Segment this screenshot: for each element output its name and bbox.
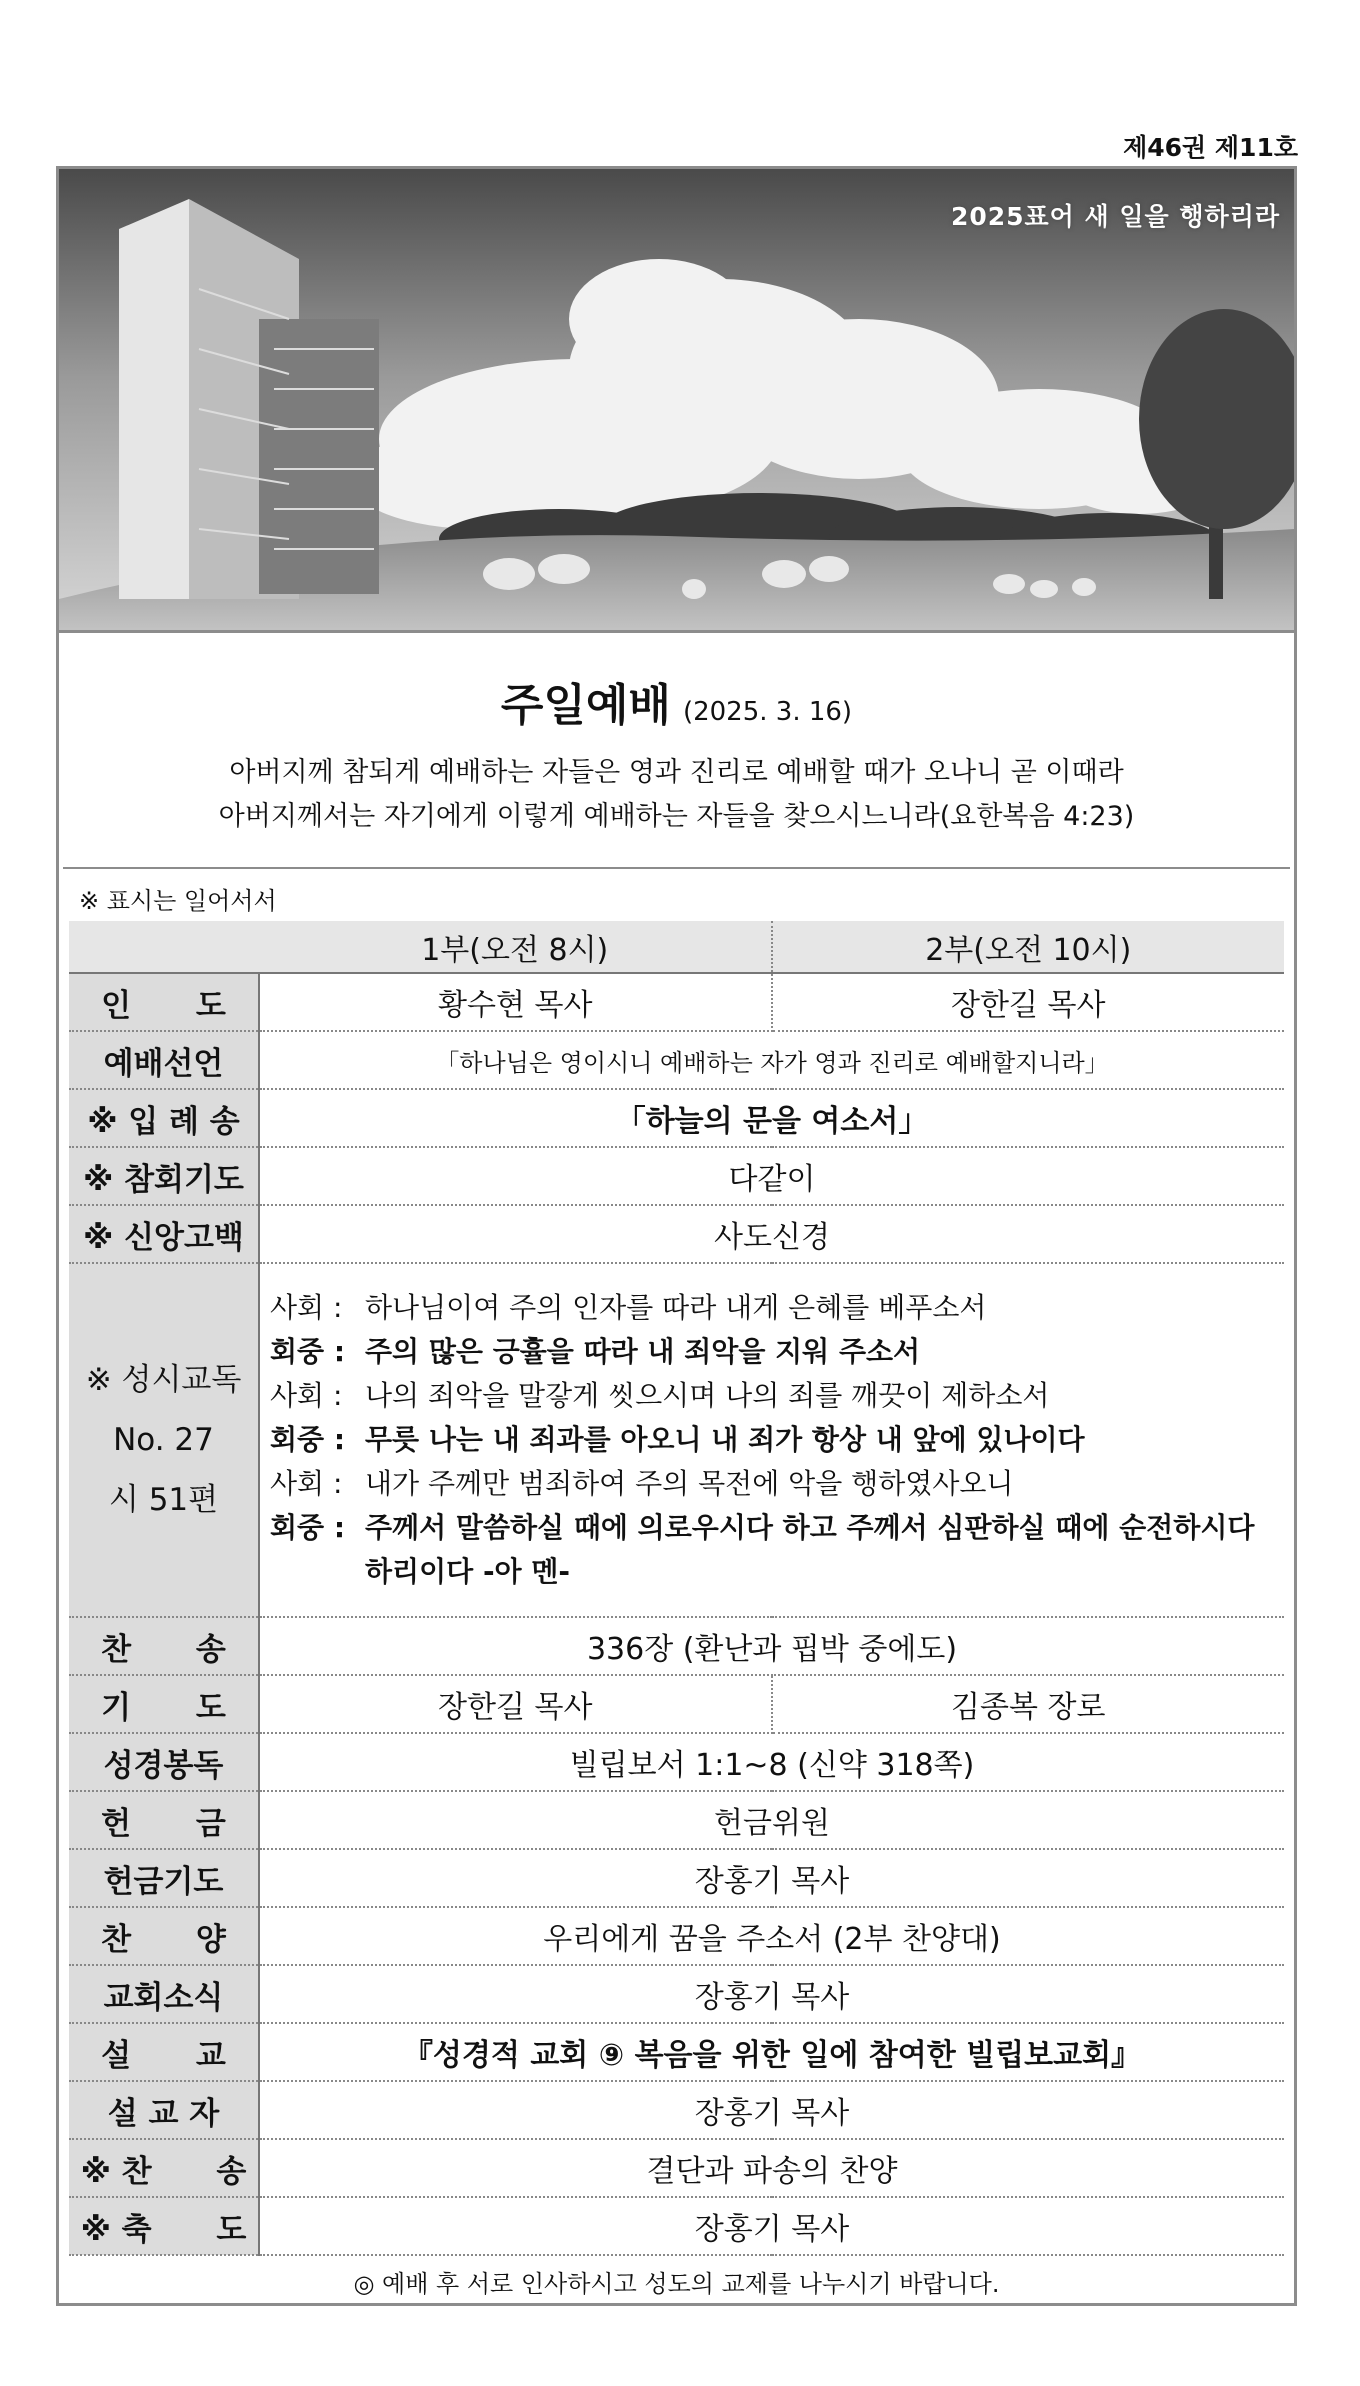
header-first-service: 1부(오전 8시) bbox=[259, 921, 772, 973]
repentance-value: 다같이 bbox=[259, 1147, 1284, 1205]
reading-line: 하리이다 -아 멘- bbox=[365, 1555, 571, 1588]
sermon-title: 『성경적 교회 ⑨ 복음을 위한 일에 참여한 빌립보교회』 bbox=[259, 2023, 1284, 2081]
verse-line-2: 아버지께서는 자기에게 이렇게 예배하는 자들을 찾으시느니라(요한복음 4:23) bbox=[218, 801, 1135, 832]
anthem-value: 우리에게 꿈을 주소서 (2부 찬양대) bbox=[259, 1907, 1284, 1965]
row-label: ※ 신앙고백 bbox=[69, 1205, 259, 1263]
table-row bbox=[69, 973, 1284, 1031]
row-label: 성경봉독 bbox=[69, 1733, 259, 1791]
table-row bbox=[69, 1849, 1284, 1907]
service-title: 주일예배 bbox=[500, 680, 671, 731]
table-row bbox=[69, 2023, 1284, 2081]
table-row bbox=[69, 1205, 1284, 1263]
row-label: 설 교 bbox=[69, 2023, 259, 2081]
creed-value: 사도신경 bbox=[259, 1205, 1284, 1263]
speaker bbox=[270, 1550, 365, 1594]
row-label: 설 교 자 bbox=[69, 2081, 259, 2139]
benediction-value: 장홍기 목사 bbox=[259, 2197, 1284, 2255]
standing-note: ※ 표시는 일어서서 bbox=[79, 887, 277, 915]
banner-image bbox=[59, 169, 1294, 633]
news-value: 장홍기 목사 bbox=[259, 1965, 1284, 2023]
row-label: 기 도 bbox=[69, 1675, 259, 1733]
declaration-value: 「하나님은 영이시니 예배하는 자가 영과 진리로 예배할지니라」 bbox=[259, 1031, 1284, 1089]
divider bbox=[63, 867, 1290, 869]
row-label: 헌 금 bbox=[69, 1791, 259, 1849]
hymn-value: 336장 (환난과 핍박 중에도) bbox=[259, 1617, 1284, 1675]
reading-line: 주께서 말씀하실 때에 의로우시다 하고 주께서 심판하실 때에 순전하시다 bbox=[365, 1511, 1255, 1544]
row-label: ※ 찬 송 bbox=[69, 2139, 259, 2197]
row-label: 인 도 bbox=[69, 973, 259, 1031]
responsive-label-2: No. 27 bbox=[113, 1422, 214, 1458]
footer-note: ◎ 예배 후 서로 인사하시고 성도의 교제를 나누시기 바랍니다. bbox=[353, 2270, 1000, 2298]
issue-number: 제46권 제11호 bbox=[1123, 133, 1298, 162]
table-row bbox=[69, 2139, 1284, 2197]
header-blank bbox=[69, 921, 259, 973]
table-row bbox=[69, 1675, 1284, 1733]
responsive-label-1: ※ 성시교독 bbox=[85, 1362, 242, 1398]
offering-prayer-value: 장홍기 목사 bbox=[259, 1849, 1284, 1907]
table-row bbox=[69, 1147, 1284, 1205]
service-title-block bbox=[59, 669, 1294, 839]
table-row bbox=[69, 2197, 1284, 2255]
prayer-first: 장한길 목사 bbox=[259, 1675, 772, 1733]
responsive-reading-label bbox=[69, 1263, 259, 1617]
responsive-reading-text bbox=[259, 1263, 1284, 1617]
row-label: 찬 송 bbox=[69, 1617, 259, 1675]
reading-line: 무릇 나는 내 죄과를 아오니 내 죄가 항상 내 앞에 있나이다 bbox=[365, 1423, 1085, 1456]
table-row bbox=[69, 1089, 1284, 1147]
reading-line: 나의 죄악을 말갛게 씻으시며 나의 죄를 깨끗이 제하소서 bbox=[365, 1379, 1050, 1412]
order-of-worship-table bbox=[69, 921, 1284, 2256]
offering-value: 헌금위원 bbox=[259, 1791, 1284, 1849]
leader-second: 장한길 목사 bbox=[772, 973, 1285, 1031]
entrance-value: 「하늘의 문을 여소서」 bbox=[259, 1089, 1284, 1147]
speaker: 회중 : bbox=[270, 1335, 346, 1368]
row-label: 찬 양 bbox=[69, 1907, 259, 1965]
row-label: ※ 축 도 bbox=[69, 2197, 259, 2255]
prayer-second: 김종복 장로 bbox=[772, 1675, 1285, 1733]
table-row bbox=[69, 1031, 1284, 1089]
speaker: 사회 : bbox=[270, 1379, 343, 1412]
table-row bbox=[69, 1263, 1284, 1617]
speaker: 사회 : bbox=[270, 1467, 343, 1500]
service-date: (2025. 3. 16) bbox=[682, 697, 853, 727]
speaker: 사회 : bbox=[270, 1291, 343, 1324]
reading-line: 하나님이여 주의 인자를 따라 내게 은혜를 베푸소서 bbox=[365, 1291, 987, 1324]
row-label: ※ 참회기도 bbox=[69, 1147, 259, 1205]
table-row bbox=[69, 1791, 1284, 1849]
row-label: ※ 입 례 송 bbox=[69, 1089, 259, 1147]
row-label: 교회소식 bbox=[69, 1965, 259, 2023]
table-row bbox=[69, 1617, 1284, 1675]
reading-line: 내가 주께만 범죄하여 주의 목전에 악을 행하였사오니 bbox=[365, 1467, 1014, 1500]
speaker: 회중 : bbox=[270, 1423, 346, 1456]
preacher-value: 장홍기 목사 bbox=[259, 2081, 1284, 2139]
annual-motto: 2025표어 새 일을 행하리라 bbox=[950, 202, 1280, 231]
scripture-verse bbox=[59, 751, 1294, 839]
row-label: 헌금기도 bbox=[69, 1849, 259, 1907]
table-header-row bbox=[69, 921, 1284, 973]
responsive-label-3: 시 51편 bbox=[108, 1482, 219, 1518]
table-row bbox=[69, 1907, 1284, 1965]
speaker: 회중 : bbox=[270, 1511, 346, 1544]
header-second-service: 2부(오전 10시) bbox=[772, 921, 1285, 973]
bulletin-frame bbox=[56, 166, 1297, 2306]
reading-line: 주의 많은 긍휼을 따라 내 죄악을 지워 주소서 bbox=[365, 1335, 921, 1368]
table-row bbox=[69, 1965, 1284, 2023]
banner-illustration bbox=[59, 169, 1294, 633]
table-row bbox=[69, 1733, 1284, 1791]
verse-line-1: 아버지께 참되게 예배하는 자들은 영과 진리로 예배할 때가 오나니 곧 이때라 bbox=[229, 757, 1124, 788]
closing-hymn-value: 결단과 파송의 찬양 bbox=[259, 2139, 1284, 2197]
leader-first: 황수현 목사 bbox=[259, 973, 772, 1031]
row-label: 예배선언 bbox=[69, 1031, 259, 1089]
reading-value: 빌립보서 1:1~8 (신약 318쪽) bbox=[259, 1733, 1284, 1791]
table-row bbox=[69, 2081, 1284, 2139]
